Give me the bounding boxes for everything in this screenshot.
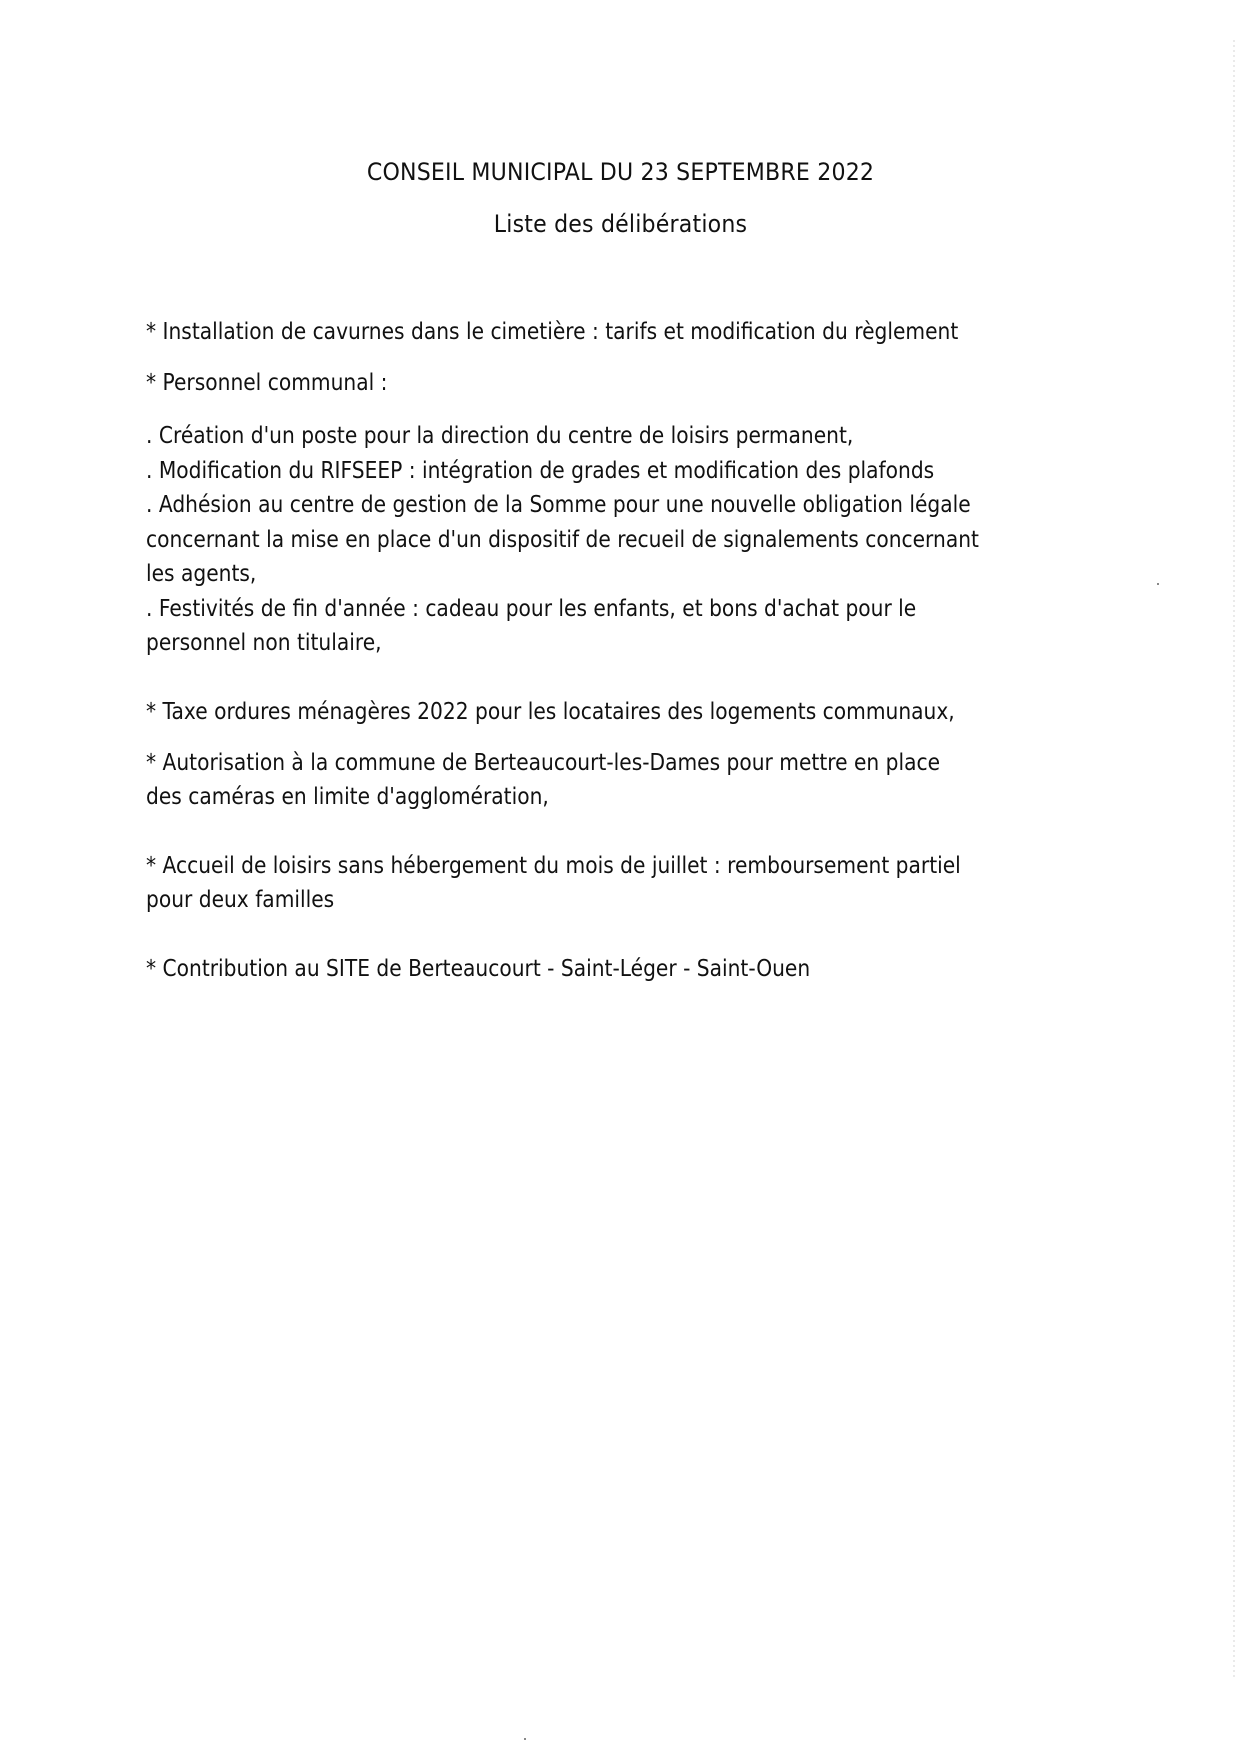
sub-item-rifseep: . Modification du RIFSEEP : intégration de grades et modification des plafonds bbox=[146, 456, 935, 484]
deliberation-item-autorisation-line-2: des caméras en limite d'agglomération, bbox=[146, 782, 549, 810]
sub-item-creation-poste: . Création d'un poste pour la direction du centre de loisirs permanent, bbox=[146, 421, 854, 449]
scan-speck bbox=[1157, 583, 1159, 585]
sub-item-adhesion-line-2: concernant la mise en place d'un dispositif de recueil de signalements concernant bbox=[146, 525, 979, 553]
document-subtitle: Liste des délibérations bbox=[493, 210, 748, 238]
scan-edge-artifact bbox=[1233, 40, 1235, 1680]
sub-item-adhesion-line-3: les agents, bbox=[146, 559, 257, 587]
scan-speck bbox=[524, 1738, 526, 1740]
deliberation-item-autorisation-line-1: * Autorisation à la commune de Berteaucourt-les-Dames pour mettre en place bbox=[146, 748, 941, 776]
sub-item-festivites-line-2: personnel non titulaire, bbox=[146, 628, 382, 656]
deliberation-item-cavurnes: * Installation de cavurnes dans le cimetière : tarifs et modification du règlement bbox=[146, 317, 959, 345]
deliberation-item-accueil-line-1: * Accueil de loisirs sans hébergement du mois de juillet : remboursement partiel bbox=[146, 851, 961, 879]
sub-item-adhesion-line-1: . Adhésion au centre de gestion de la Somme pour une nouvelle obligation légale bbox=[146, 490, 971, 518]
sub-item-festivites-line-1: . Festivités de fin d'année : cadeau pour les enfants, et bons d'achat pour le bbox=[146, 594, 917, 622]
deliberation-item-taxe: * Taxe ordures ménagères 2022 pour les locataires des logements communaux, bbox=[146, 697, 955, 725]
deliberation-item-contribution: * Contribution au SITE de Berteaucourt - Saint-Léger - Saint-Ouen bbox=[146, 954, 811, 982]
deliberation-item-personnel: * Personnel communal : bbox=[146, 368, 388, 396]
document-title: CONSEIL MUNICIPAL DU 23 SEPTEMBRE 2022 bbox=[366, 158, 875, 186]
deliberation-item-accueil-line-2: pour deux familles bbox=[146, 885, 335, 913]
